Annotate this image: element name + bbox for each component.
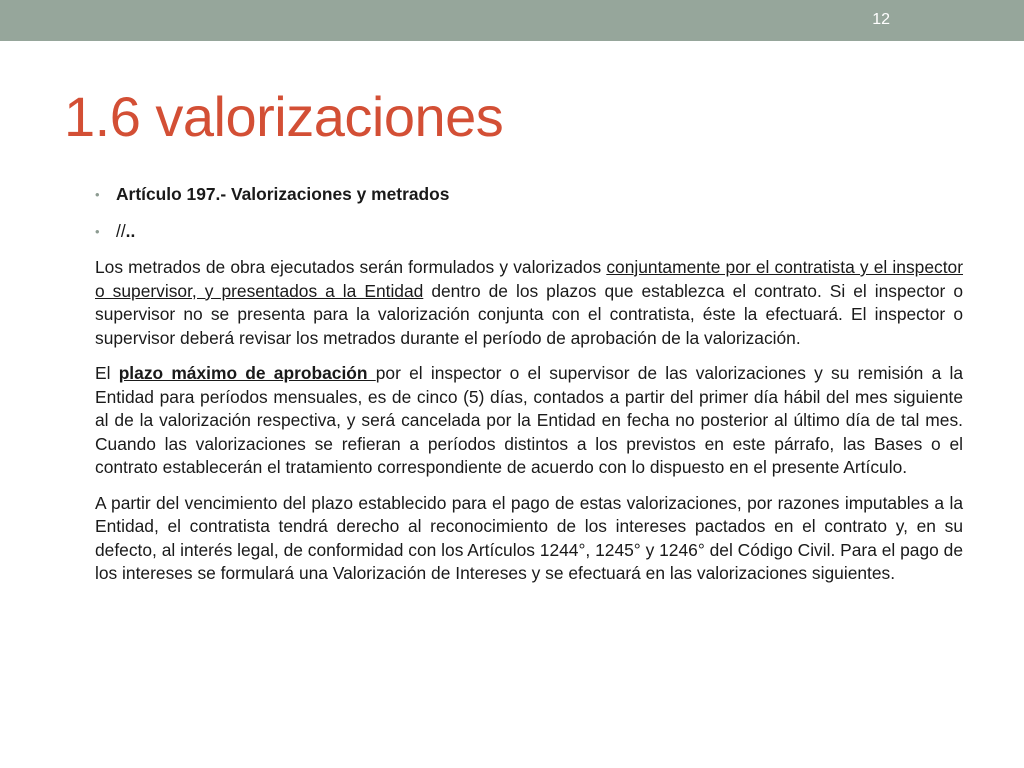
paragraph-text: El xyxy=(95,363,119,383)
paragraph-plazo xyxy=(95,362,963,480)
article-heading: Artículo 197.- Valorizaciones y metrados xyxy=(116,184,450,204)
paragraph-text: por el inspector o el supervisor de las valorizaciones y su remisión a la Entidad para períodos mensuales, es de cinco (5) días, contados a partir del primer día hábil del mes siguiente al de la valorización respectiva, y será cancelada por la Entidad en fecha no posterior al último día de tal mes. Cuando las valorizaciones se refieran a períodos distintos a los previstos en este párrafo, las Bases o el contrato establecerán el tratamiento correspondiente de acuerdo con lo dispuesto en el presente Artículo. xyxy=(95,363,963,477)
bullet-icon: • xyxy=(95,187,100,202)
underlined-text: conjuntamente por el contratista y el inspector o supervisor, y presentados a la Entidad xyxy=(95,257,963,301)
top-bar xyxy=(0,0,1024,41)
paragraph-text: Los metrados de obra ejecutados serán formulados y valorizados xyxy=(95,257,607,277)
bullet-icon: • xyxy=(95,223,100,239)
bullet-item xyxy=(95,220,963,244)
slide-title: 1.6 valorizaciones xyxy=(64,85,504,148)
bullet-item xyxy=(95,183,963,207)
slide-content xyxy=(95,183,963,598)
paragraph-text: dentro de los plazos que establezca el contrato. Si el inspector o supervisor no se presenta para la valorización conjunta con el contratista, éste la efectuará. El inspector o supervisor deberá revisar los metrados durante el período de aprobación de la valorización. xyxy=(95,280,963,348)
slide-number: 12 xyxy=(872,11,890,28)
bullet-prefix: // xyxy=(116,220,126,241)
bold-underlined-text: plazo máximo de aprobación xyxy=(118,363,376,383)
paragraph-intereses: A partir del vencimiento del plazo establecido para el pago de estas valorizaciones, por razones imputables a la Entidad, el contratista tendrá derecho al reconocimiento de los intereses pactados en el contrato y, en su defecto, al interés legal, de conformidad con los Artículos 1244°, 1245° y 1246° del Código Civil. Para el pago de los intereses se formulará una Valorización de Intereses y se efectuará en las valorizaciones siguientes. xyxy=(95,492,963,583)
paragraph-metrados xyxy=(95,256,963,350)
bullet-suffix: .. xyxy=(125,220,136,241)
